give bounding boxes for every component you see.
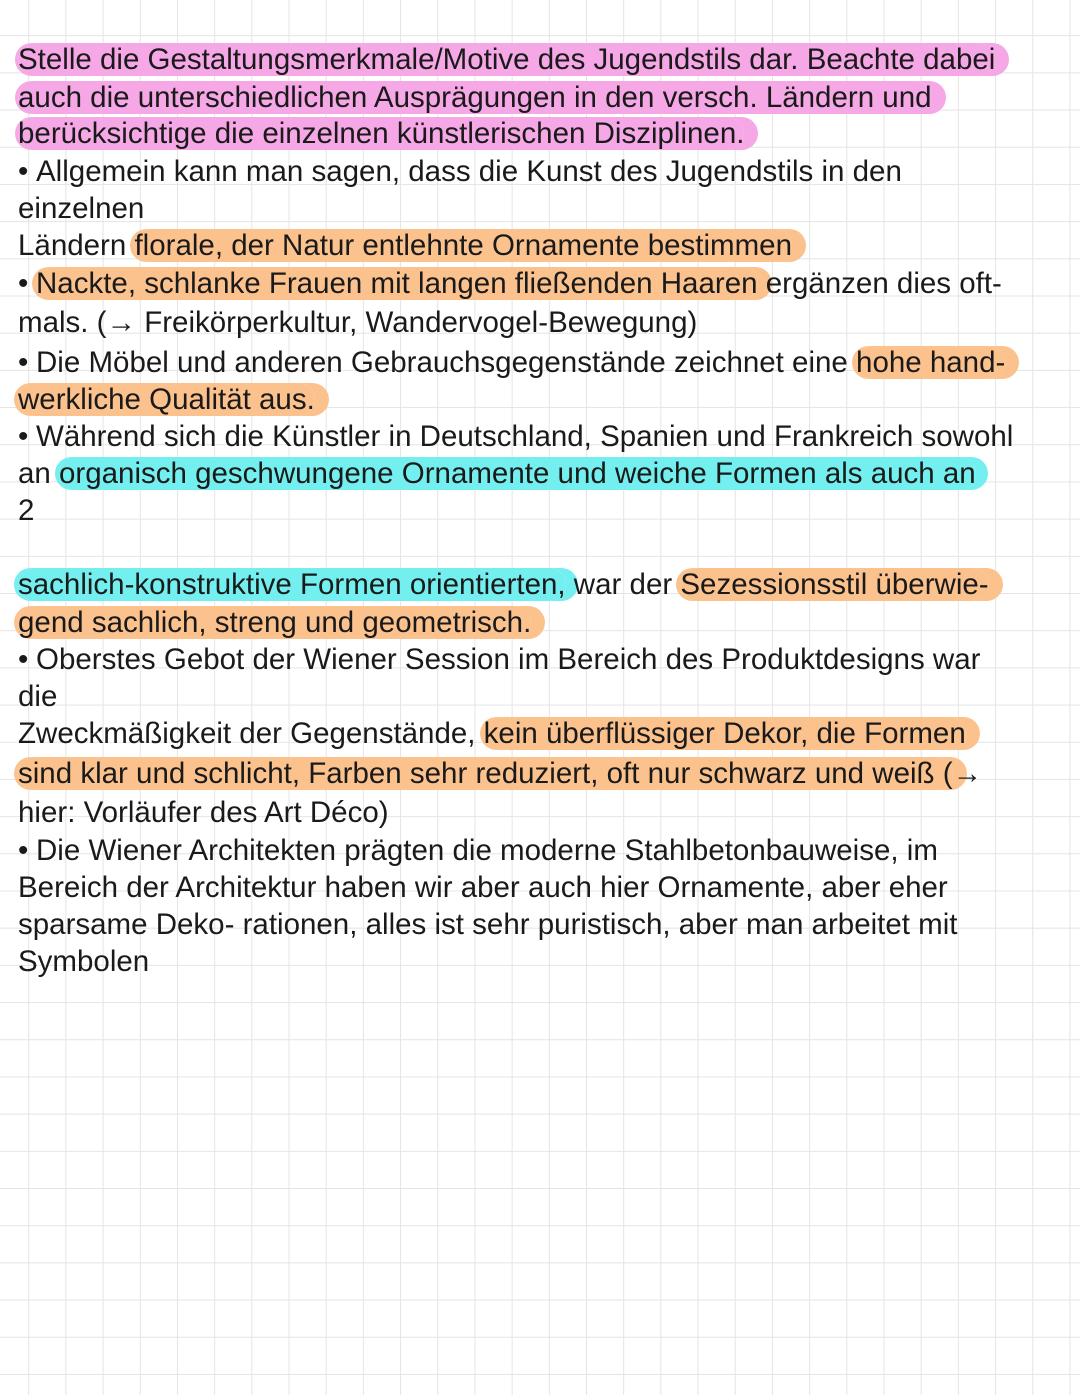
bullet-5-highlight-1: kein überflüssiger Dekor, die Formen (483, 717, 966, 750)
task-line-2 (18, 79, 1080, 117)
bullet-2-line-2 (18, 304, 1080, 342)
bullet-3-line-2 (18, 381, 1080, 419)
bullet-icon: • (18, 420, 29, 453)
bullet-5-line-2 (18, 678, 1080, 716)
bullet-3-highlight-2: werkliche Qualität aus. (18, 383, 315, 416)
bullet-2-line-1 (18, 265, 1080, 303)
bullet-4-highlight-cyan-1: organisch geschwungene Ornamente und weiche Formen als auch an (59, 457, 976, 490)
bullet-icon: • (18, 267, 29, 300)
bullet-5-arrow: → (952, 757, 983, 790)
bullet-6-text-2: Bereich der Architektur haben wir aber auch hier Ornamente, aber eher (18, 871, 948, 904)
bullet-5-text-2: die (18, 680, 58, 713)
bullet-4-text-3: war der (565, 568, 681, 601)
bullet-2-text-2: mals. (→ Freikörperkultur, Wandervogel-Bewegung) (18, 306, 698, 339)
bullet-2-highlight: Nackte, schlanke Frauen mit langen fließenden Haaren (36, 267, 758, 300)
bullet-4-highlight-orange-1: Sezessionsstil überwie- (680, 568, 989, 601)
task-text-2: auch die unterschiedlichen Ausprägungen in den versch. Ländern und (18, 81, 932, 114)
bullet-4-line-4 (18, 604, 1080, 642)
bullet-4-line-2 (18, 455, 1080, 493)
bullet-2-text-1: ergänzen dies oft- (757, 267, 1002, 300)
task-text-3: berücksichtige die einzelnen künstlerischen Disziplinen. (18, 117, 745, 150)
task-line-3 (18, 115, 1080, 153)
bullet-5-text-3: Zweckmäßigkeit der Gegenstände, (18, 717, 484, 750)
bullet-6-line-1 (18, 832, 1080, 870)
bullet-4-text-1: Während sich die Künstler in Deutschland, Spanien und Frankreich sowohl (36, 420, 1014, 453)
bullet-1-line-2 (18, 190, 1080, 228)
bullet-icon: • (18, 155, 29, 188)
bullet-1-text-3: Ländern (18, 229, 135, 262)
page-number: 2 (18, 494, 35, 527)
bullet-5-text-1: Oberstes Gebot der Wiener Session im Bereich des Produktdesigns war (36, 643, 981, 676)
bullet-4-highlight-orange-2: gend sachlich, streng und geometrisch. (18, 606, 532, 639)
bullet-3-line-1 (18, 344, 1080, 382)
bullet-1-highlight: florale, der Natur entlehnte Ornamente bestimmen (134, 229, 792, 262)
bullet-4-text-2: an (18, 457, 60, 490)
bullet-6-text-1: Die Wiener Architekten prägten die moderne Stahlbetonbauweise, im (36, 834, 938, 867)
bullet-5-text-5: hier: Vorläufer des Art Déco) (18, 796, 389, 829)
bullet-3-text-1: Die Möbel und anderen Gebrauchsgegenstände zeichnet eine (36, 346, 857, 379)
bullet-4-line-3 (18, 566, 1080, 604)
task-line-1 (18, 41, 1080, 79)
bullet-6-text-4: Symbolen (18, 945, 150, 978)
bullet-1-line-1 (18, 153, 1080, 191)
bullet-1-line-3 (18, 227, 1080, 265)
bullet-6-line-2 (18, 869, 1080, 907)
task-text-1: Stelle die Gestaltungsmerkmale/Motive des Jugendstils dar. Beachte dabei (18, 43, 996, 76)
bullet-4-highlight-cyan-2: sachlich-konstruktive Formen orientierten, (18, 568, 566, 601)
bullet-5-highlight-2: sind klar und schlicht, Farben sehr reduziert, oft nur schwarz und weiß ( (18, 757, 953, 790)
bullet-6-text-3: sparsame Deko- rationen, alles ist sehr puristisch, aber man arbeitet mit (18, 908, 958, 941)
bullet-5-line-3 (18, 715, 1080, 753)
bullet-6-line-4 (18, 943, 1080, 981)
page-number-line (18, 492, 1080, 530)
bullet-4-line-1 (18, 418, 1080, 456)
bullet-1-text-1: Allgemein kann man sagen, dass die Kunst des Jugendstils in den (36, 155, 902, 188)
bullet-icon: • (18, 346, 29, 379)
bullet-1-text-2: einzelnen (18, 192, 145, 225)
bullet-icon: • (18, 643, 29, 676)
bullet-5-line-5 (18, 794, 1080, 832)
bullet-6-line-3 (18, 906, 1080, 944)
bullet-5-line-1 (18, 641, 1080, 679)
bullet-icon: • (18, 834, 29, 867)
bullet-3-highlight-1: hohe hand- (856, 346, 1006, 379)
bullet-5-line-4 (18, 755, 1080, 793)
